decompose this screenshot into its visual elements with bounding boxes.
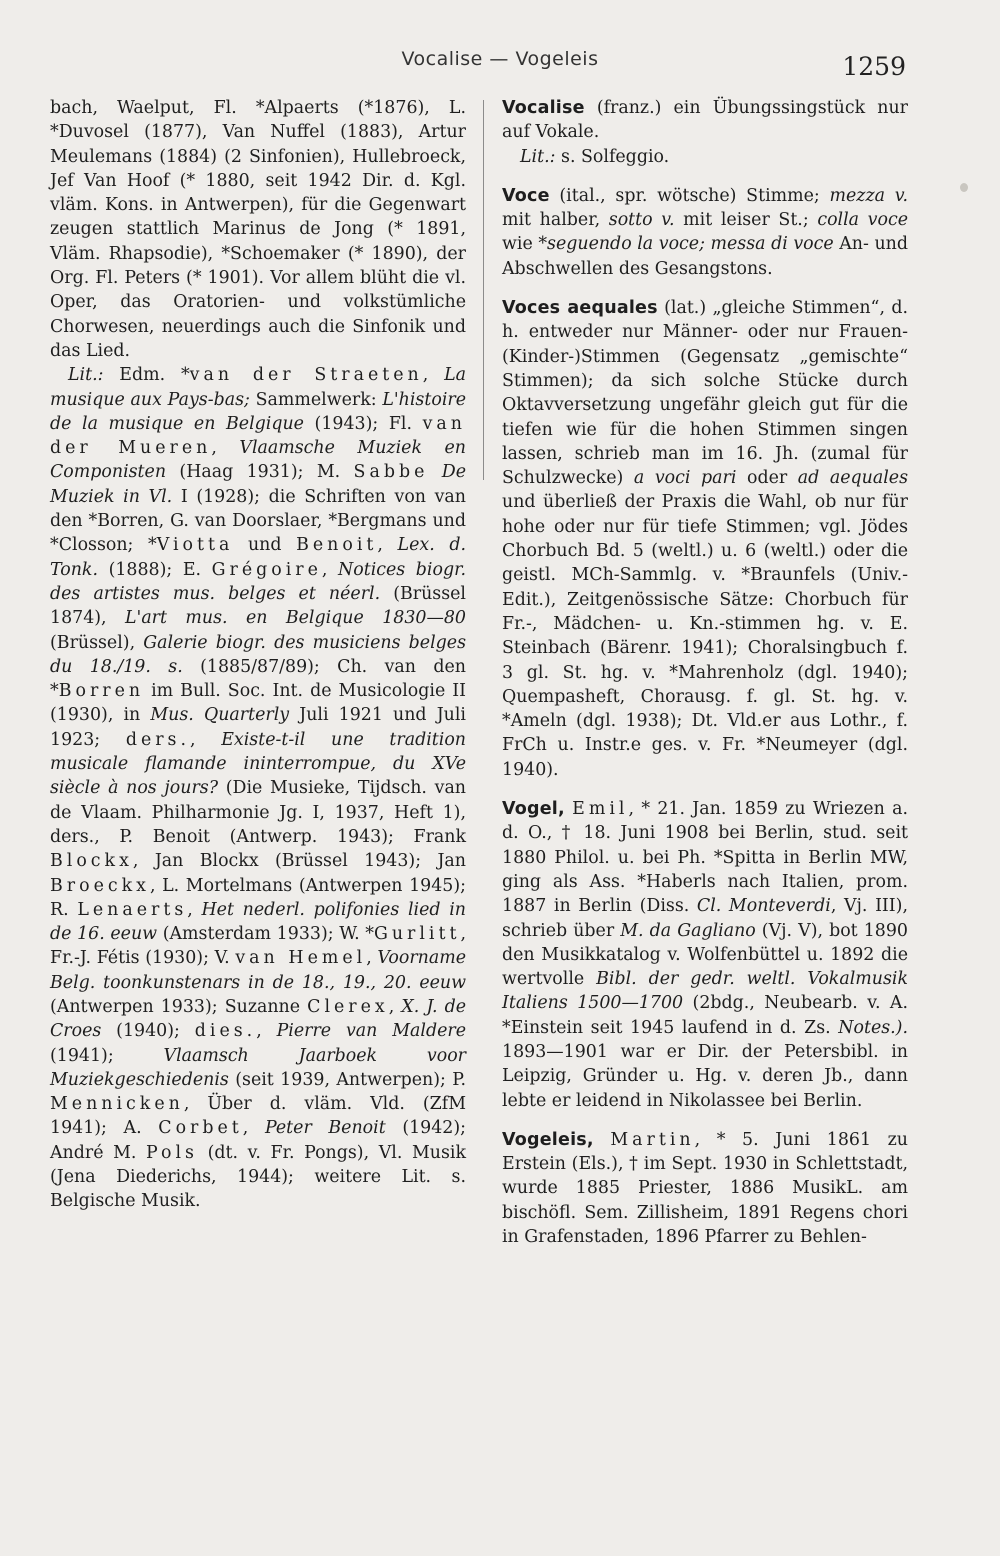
work-title: Lex. d. Tonk. <box>50 535 466 580</box>
entry-vocalise: Vocalise (franz.) ein Übungssingstück nur auf Vokale. Lit.: s. Solfeggio. <box>502 98 908 167</box>
paper-speck <box>960 183 968 192</box>
work-title: Vlaamsch Jaarboek voor Muziekgeschiedenis <box>50 1045 466 1090</box>
work-title: Vlaamsche Muziek en Componisten <box>50 438 466 483</box>
work-title: Existe-t-il une tradition musicale flamande ininterrompue, du XVe siècle à nos jours? <box>50 729 467 799</box>
author-name: Grégoire <box>211 559 322 580</box>
work-title: Voorname Belg. toonkunstenars in de 18., 19., 20. eeuw <box>50 948 466 993</box>
author-name: Benoit <box>296 535 378 556</box>
author-name: Lenaerts <box>77 899 188 920</box>
author-name: van der Mueren <box>50 413 466 459</box>
author-name: van der Straeten <box>189 365 423 386</box>
column-divider <box>483 100 484 480</box>
headword: Vocalise <box>502 98 585 118</box>
entry-voce: Voce (ital., spr. wötsche) Stimme; mezza v. mit halber, sotto v. mit leiser St.; colla voce wie *seguendo la voce; messa di voce An- und Abschwellen des Gesangstons. <box>502 185 908 279</box>
author-name: van Hemel <box>235 948 367 969</box>
entry-voces-aequales: Voces aequales (lat.) „gleiche Stimmen“, d. h. entweder nur Männer- oder nur Frauen-(Kinder-)Stimmen (Gegensatz „gemischte“ Stimmen); da sich solche Stücke durch Oktavversetzung ungefähr gleich gut für die tiefen wie für die hohen Stimmen singen lassen, schrieb man im 16. Jh. (zumal für Schulzwecke) a voci pari oder ad aequales und überließ der Praxis die Wahl, ob nur für hohe oder nur für tiefe Stimmen; vgl. Jödes Chorbuch Bd. 5 (weltl.) u. 6 (weltl.) oder die geistl. MCh-Sammlg. v. *Braunfels (Univ.-Edit.), Zeitgenössische Sätze: Chorbuch für Fr.-, Mädchen- u. Kn.-stimmen hg. v. E. Steinbach (Bärenr. 1941); Choralsingbuch f. 3 gl. St. hg. v. *Mahrenholz (dgl. 1940); Quempasheft, Chorausg. f. gl. St. hg. v. *Ameln (dgl. 1938); Dt. Vld.er aus Lothr., f. FrCh u. Instr.e ges. v. Fr. *Neumeyer (dgl. 1940). <box>502 298 909 780</box>
headword: Voces aequales <box>502 298 658 319</box>
lit-label: Lit.: <box>520 146 556 167</box>
work-title: Galerie biogr. des musiciens belges du 18./19. s. <box>50 632 467 677</box>
work-title: L'histoire de la musique en Belgique <box>50 389 466 434</box>
author-name: Viotta <box>156 535 234 556</box>
work-title: X. J. de Croes <box>50 996 466 1042</box>
work-title: Het nederl. polifonies lied in de 16. eeuw <box>50 899 466 945</box>
headword: Vogel, <box>502 799 565 820</box>
work-title: Notices biogr. des artistes mus. belges et néerl. <box>50 559 467 604</box>
author-name: Corbet <box>158 1118 243 1139</box>
work-title: L'art mus. en Belgique 1830—80 <box>124 608 466 629</box>
author-name: Clerex <box>307 996 389 1017</box>
headword: Vogeleis, <box>502 1129 594 1150</box>
headword: Voce <box>502 185 550 206</box>
left-column <box>50 96 466 1214</box>
literature-paragraph: Lit.: Edm. *van der Straeten, La musique aux Pays-bas; Sammelwerk: L'histoire de la musique en Belgique (1943); Fl. van der Mueren, Vlaamsche Muziek en Componisten (Haag 1931); M. Sabbe De Muziek in Vl. I (1928); die Schriften von van den *Borren, G. van Doorslaer, *Bergmans und *Closson; *Viotta und Benoit, Lex. d. Tonk. (1888); E. Grégoire, Notices biogr. des artistes mus. belges et néerl. (Brüssel 1874), L'art mus. en Belgique 1830—80 (Brüssel), Galerie biogr. des musiciens belges du 18./19. s. (1885/87/89); Ch. van den *Borren im Bull. Soc. Int. de Musicologie II (1930), in Mus. Quarterly Juli 1921 und Juli 1923; ders., Existe-t-il une tradition musicale flamande ininterrompue, du XVe siècle à nos jours? (Die Musieke, Tijdsch. van de Vlaam. Philharmonie Jg. I, 1937, Heft 1), ders., P. Benoit (Antwerp. 1943); Frank Blockx, Jan Blockx (Brüssel 1943); Jan Broeckx, L. Mortelmans (Antwerpen 1945); R. Lenaerts, Het nederl. polifonies lied in de 16. eeuw (Amsterdam 1933); W. *Gurlitt, Fr.-J. Fétis (1930); V. van Hemel, Voorname Belg. toonkunstenars in de 18., 19., 20. eeuw (Antwerpen 1933); Suzanne Clerex, X. J. de Croes (1940); dies., Pierre van Maldere (1941); Vlaamsch Jaarboek voor Muziekgeschiedenis (seit 1939, Antwerpen); P. Mennicken, Über d. vläm. Vld. (ZfM 1941); A. Corbet, Peter Benoit (1942); André M. Pols (dt. v. Fr. Pongs), Vl. Musik (Jena Diederichs, 1944); weitere Lit. s. Belgische Musik. <box>50 365 467 1212</box>
author-name: ders. <box>125 729 191 750</box>
author-name: Blockx <box>50 851 133 872</box>
entry-vogel: Vogel, Emil, * 21. Jan. 1859 zu Wriezen a. d. O., † 18. Juni 1908 bei Berlin, stud. seit 1880 Philol. u. bei Ph. *Spitta in Berlin MW, ging als Ass. *Haberls nach Italien, prom. 1887 in Berlin (Diss. Cl. Monteverdi, Vj. III), schrieb über M. da Gagliano (Vj. V), bot 1890 den Musikkatalog v. Wolfenbüttel u. 1892 die wertvolle Bibl. der gedr. weltl. Vokalmusik Italiens 1500—1700 (2bdg., Neubearb. v. A. *Einstein seit 1945 laufend in d. Zs. Notes.). 1893—1901 war er Dir. der Petersbibl. in Leipzig, Gründer u. Hg. v. deren Jb., dann lebte er leidend in Nikolassee bei Berlin. <box>502 799 909 1111</box>
work-title: Pierre van Maldere <box>276 1021 466 1042</box>
work-title: De Muziek in Vl. <box>50 462 466 507</box>
author-name: Borren <box>58 681 145 702</box>
work-title: La musique aux Pays-bas; <box>50 365 466 410</box>
lit-label: Lit.: <box>68 365 104 386</box>
entry-vogeleis: Vogeleis, Martin, * 5. Juni 1861 zu Erstein (Els.), † im Sept. 1930 in Schlettstadt, wurde 1885 Priester, 1886 MusikL. am bischöfl. Sem. Zillisheim, 1891 Regens chori in Grafenstaden, 1896 Pfarrer zu Behlen- <box>502 1129 908 1248</box>
author-name: Sabbe <box>353 462 429 483</box>
continuation-paragraph: bach, Waelput, Fl. *Alpaerts (*1876), L. *Duvosel (1877), Van Nuffel (1883), Artur Meulemans (1884) (2 Sinfonien), Hullebroeck, Jef Van Hoof (* 1880, seit 1942 Dir. d. Kgl. vläm. Kons. in Antwerpen), für die Gegenwart zeugen stattlich Marinus de Jong (* 1891, Vläm. Rhapsodie), *Schoemaker (* 1890), der Org. Fl. Peters (* 1901). Vor allem blüht die vl. Oper, das Oratorien- und volkstümliche Chorwesen, neuerdings auch die Sinfonik und das Lied. <box>50 98 466 361</box>
right-column <box>502 96 908 1264</box>
given-name: Martin <box>610 1129 695 1150</box>
work-title: Mus. Quarterly <box>150 705 290 726</box>
author-name: dies. <box>194 1021 257 1042</box>
page-number: 1259 <box>842 52 906 81</box>
author-name: Gurlitt <box>373 924 461 945</box>
work-title: Peter Benoit <box>264 1118 386 1139</box>
author-name: Broeckx <box>50 875 150 896</box>
running-title: Vocalise — Vogeleis <box>401 48 599 70</box>
author-name: Mennicken <box>50 1094 184 1115</box>
given-name: Emil <box>572 799 629 820</box>
author-name: Pols <box>146 1142 198 1163</box>
